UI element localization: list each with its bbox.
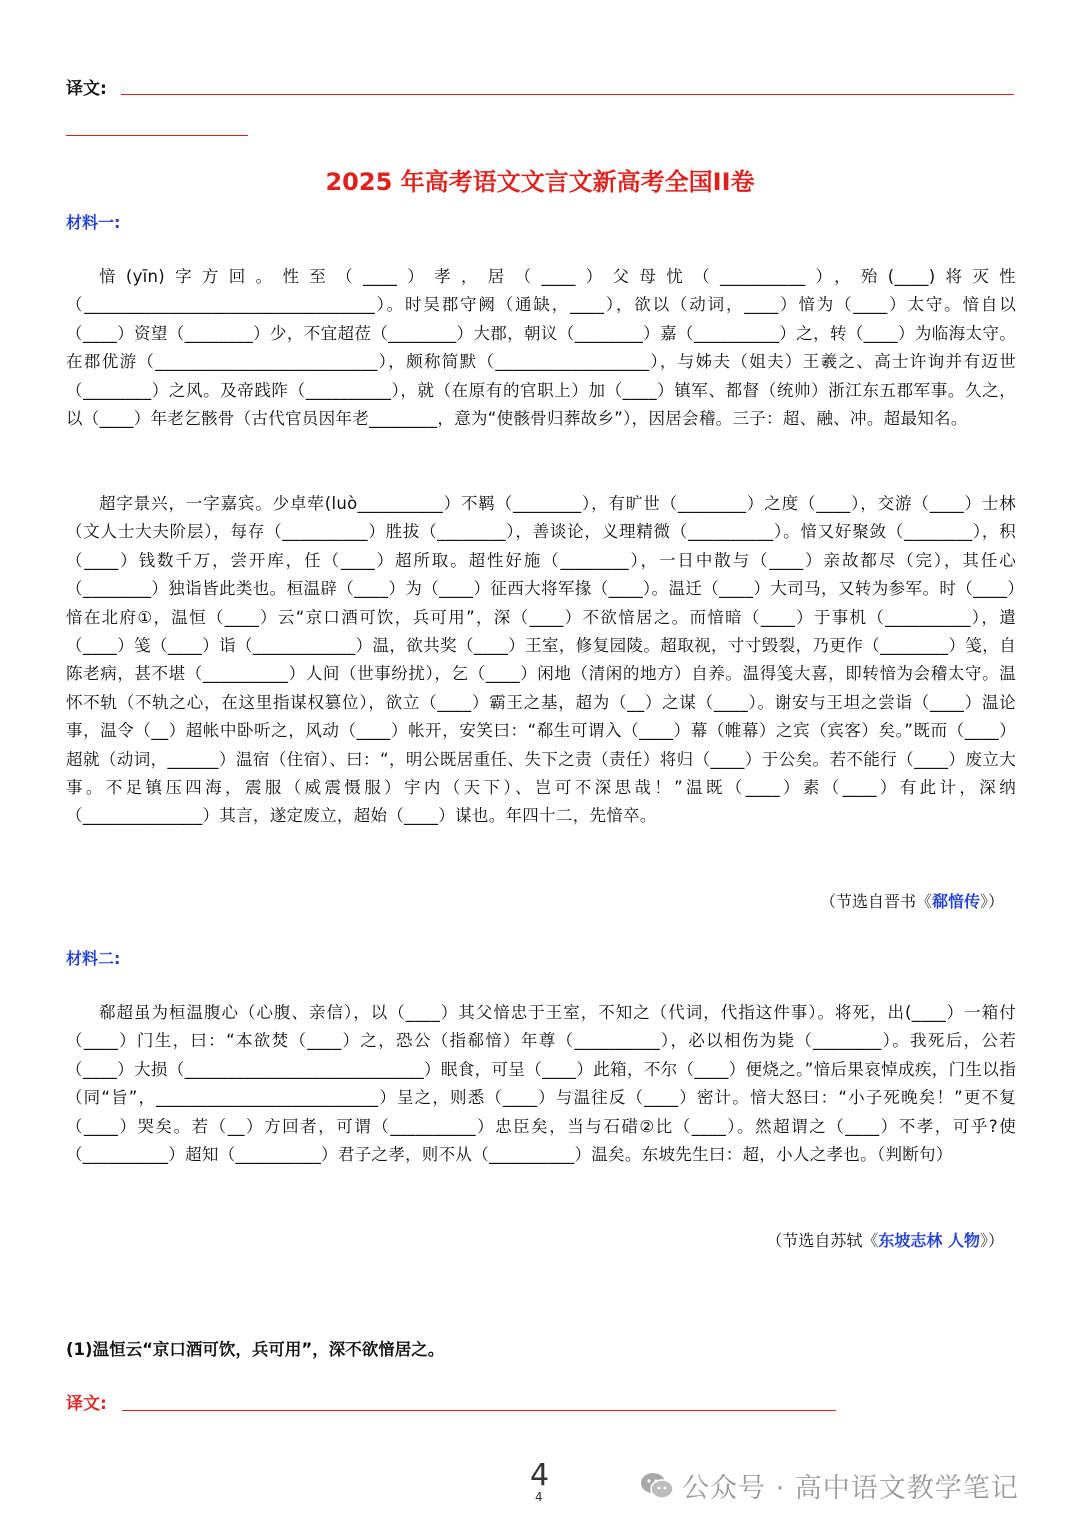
watermark bbox=[640, 1466, 1019, 1505]
material2-paragraph bbox=[66, 999, 1016, 1169]
wechat-icon bbox=[640, 1471, 674, 1501]
source1-name: 郗愔传 bbox=[931, 892, 980, 911]
answer-line bbox=[121, 94, 1014, 95]
answer-line-short bbox=[66, 135, 248, 136]
source1-prefix: （节选自晋书《 bbox=[819, 892, 932, 911]
source2-name: 东坡志林 人物 bbox=[878, 1231, 980, 1250]
material1-p1-text: 愔(yīn)字方回。性至（____）孝，居（____）父母忧（__________），殆(____)将灭性（__________________________________）。时吴郡守阙（通缺，____），欲以（动词，____）愔为（____）太守。愔自以（____）资望（________）少，不宜超莅（________）大郡，朝议（________）嘉（__________）之，转（____）为临海太守。在郡优游（__________________________），颇称简默（__________________），与姊夫（姐夫）王羲之、高士许询并有迈世（________）之风。及帝践阼（__________），就（在原有的官职上）加（____）镇军、都督（统帅）浙江东五郡军事。久之，以（____）年老乞骸骨（古代官员因年老________，意为“使骸骨归葬故乡”），因居会稽。三子：超、融、冲。超最知名。 bbox=[66, 267, 1016, 429]
material1-paragraph1 bbox=[66, 263, 1016, 433]
source2-suffix: 》） bbox=[979, 1231, 1004, 1250]
material2-label: 材料二: bbox=[66, 949, 121, 968]
material1-paragraph2 bbox=[66, 490, 1016, 831]
material1-label: 材料一: bbox=[66, 213, 121, 232]
answer-label-text: 译文: bbox=[66, 1394, 107, 1414]
page-number-small: 4 bbox=[535, 1490, 543, 1504]
translation-label-text: 译文: bbox=[66, 79, 107, 99]
source1-suffix: 》） bbox=[979, 892, 1004, 911]
material1-p2-text: 超字景兴，一字嘉宾。少卓荦(luò__________）不羁（________），有旷世（________）之度（____），交游（____）士林（文人士大夫阶层），每存（__________）胜拔（________），善谈论，义理精微（__________）。愔又好聚敛（________），积（____）钱数千万，尝开库，任（____）超所取。超性好施（________），一日中散与（____）亲故都尽（完），其任心（________）独诣皆此类也。桓温辟（____）为（____）征西大将军掾（____）。温迁（____）大司马，又转为参军。时（____）愔在北府①，温恒（____）云“京口酒可饮，兵可用”，深（____）不欲愔居之。而愔暗（____）于事机（__________），遣（____）笺（____）诣（____________）温，欲共奖（____）王室，修复园陵。超取视，寸寸毁裂，乃更作（________）笺，自陈老病，甚不堪（__________）人间（世事纷扰），乞（____）闲地（清闲的地方）自养。温得笺大喜，即转愔为会稽太守。温怀不轨（不轨之心，在这里指谋权篡位），欲立（____）霸王之基，超为（__）之谋（____）。谢安与王坦之尝诣（____）温论事，温令（__）超帐中卧听之，风动（____）帐开，安笑曰：“郗生可谓入（____）幕（帷幕）之宾（宾客）矣。”既而（____）超就（动词，______）温宿（住宿）、曰：“，明公既居重任、失下之责（责任）将归（____）于公矣。若不能行（____）废立大事。不足镇压四海，震服（威震慑服）宇内（天下）、岂可不深思哉！”温既（____）素（____）有此计，深纳（______________）其言，遂定废立，超始（____）谋也。年四十二，先愔卒。 bbox=[66, 494, 1016, 826]
answer-line-bottom bbox=[122, 1410, 836, 1411]
translation-label-bottom bbox=[66, 1389, 107, 1414]
material2-p1-text: 郗超虽为桓温腹心（心腹、亲信），以（____）其父愔忠于王室，不知之（代词，代指这件事）。将死，出(____）一箱付（____）门生，曰：“本欲焚（____）之，恐公（指郗愔）年尊（__________），必以相伤为毙（________）。我死后，公若（____）大损（____________________________）眠食，可呈（____）此箱，不尔（____）便烧之。”愔后果哀悼成疾，门生以指（同“旨”，__________________________）呈之，则悉（____）与温往反（____）密计。愔大怒曰：“小子死晚矣！”更不复（____）哭矣。若（__）方回者，可谓（__________）忠臣矣，当与石碏②比（____）。然超谓之（____）不孝，可乎?使（__________）超知（__________）君子之孝，则不从（__________）温矣。东坡先生曰：超，小人之孝也。（判断句） bbox=[66, 1003, 1016, 1165]
watermark-text: 公众号 · 高中语文教学笔记 bbox=[682, 1473, 1019, 1504]
source-citation-1 bbox=[820, 889, 1004, 912]
page-title: 2025 年高考语文文言文新高考全国II卷 bbox=[325, 168, 755, 196]
source-citation-2 bbox=[766, 1228, 1004, 1251]
source2-prefix: （节选自苏轼《 bbox=[766, 1231, 879, 1250]
question-1: (1)温恒云“京口酒可饮，兵可用”，深不欲愔居之。 bbox=[66, 1340, 445, 1359]
translation-label-top bbox=[66, 74, 107, 99]
page-number: 4 bbox=[530, 1458, 550, 1493]
